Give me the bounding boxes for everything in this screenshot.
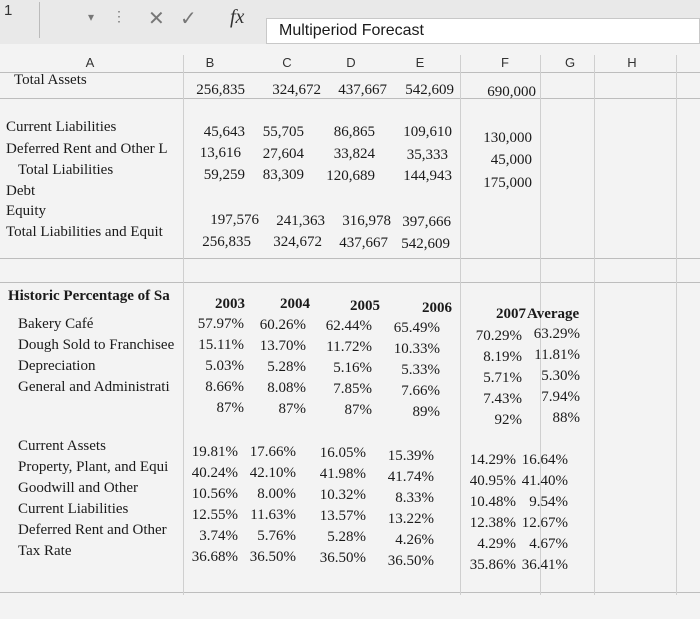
- cell[interactable]: 62.44%: [325, 318, 372, 334]
- cell[interactable]: 5.28%: [327, 529, 366, 545]
- cell[interactable]: 9.54%: [529, 494, 568, 510]
- cell[interactable]: 89%: [412, 404, 440, 420]
- average-header[interactable]: Average: [527, 306, 580, 322]
- cell[interactable]: 8.19%: [483, 349, 522, 365]
- cell[interactable]: 175,000: [483, 175, 532, 191]
- cell[interactable]: 256,835: [196, 82, 245, 98]
- cell[interactable]: 19.81%: [191, 444, 238, 460]
- cell[interactable]: 397,666: [402, 214, 451, 230]
- row-label[interactable]: Current Liabilities: [18, 501, 129, 517]
- cell[interactable]: 41.40%: [521, 473, 568, 489]
- grid-line: [0, 72, 700, 73]
- cell[interactable]: 4.26%: [395, 532, 434, 548]
- row-label-debt[interactable]: Debt: [6, 183, 36, 199]
- dropdown-arrow-icon[interactable]: ▾: [88, 10, 95, 24]
- formula-toolbar: [0, 0, 700, 44]
- column-header-e[interactable]: E: [415, 55, 425, 70]
- row-label-deferred-rent[interactable]: Deferred Rent and Other L: [6, 141, 168, 157]
- cell[interactable]: 36.68%: [191, 549, 238, 565]
- cell[interactable]: 3.74%: [199, 528, 238, 544]
- cell[interactable]: 33,824: [333, 146, 375, 162]
- cell[interactable]: 83,309: [262, 167, 304, 183]
- cell[interactable]: 41.74%: [387, 469, 434, 485]
- cell[interactable]: 437,667: [339, 235, 388, 251]
- cell[interactable]: 65.49%: [393, 320, 440, 336]
- cell[interactable]: 12.55%: [191, 507, 238, 523]
- cell[interactable]: 4.67%: [529, 536, 568, 552]
- cell[interactable]: 86,865: [333, 124, 375, 140]
- grid-line: [0, 592, 700, 593]
- cell[interactable]: 87%: [278, 401, 306, 417]
- cell[interactable]: 241,363: [276, 213, 325, 229]
- fx-icon[interactable]: fx: [230, 6, 245, 28]
- cell[interactable]: 437,667: [338, 82, 387, 98]
- cell[interactable]: 10.32%: [319, 487, 366, 503]
- cell[interactable]: 109,610: [403, 124, 452, 140]
- cell[interactable]: 7.94%: [541, 389, 580, 405]
- cell[interactable]: 36.50%: [387, 553, 434, 569]
- cell[interactable]: 316,978: [342, 213, 391, 229]
- cell[interactable]: 7.43%: [483, 391, 522, 407]
- year-header[interactable]: 2004: [280, 296, 310, 312]
- cell[interactable]: 11.63%: [250, 507, 296, 523]
- grid-line: [460, 55, 461, 595]
- cell[interactable]: 5.30%: [541, 368, 580, 384]
- cell[interactable]: 10.33%: [393, 341, 440, 357]
- cell[interactable]: 120,689: [326, 168, 375, 184]
- cell[interactable]: 11.81%: [534, 347, 580, 363]
- cell[interactable]: 130,000: [483, 130, 532, 146]
- row-label[interactable]: General and Administrati: [18, 379, 170, 395]
- cell[interactable]: 8.08%: [267, 380, 306, 396]
- row-label-total-assets[interactable]: Total Assets: [14, 72, 87, 88]
- formula-input[interactable]: Multiperiod Forecast: [266, 18, 700, 44]
- cell[interactable]: 256,835: [202, 234, 251, 250]
- cell[interactable]: 87%: [344, 402, 372, 418]
- cell[interactable]: 45,000: [490, 152, 532, 168]
- cell[interactable]: 542,609: [405, 82, 454, 98]
- cell[interactable]: 7.66%: [401, 383, 440, 399]
- cell[interactable]: 70.29%: [475, 328, 522, 344]
- year-header[interactable]: 2006: [422, 300, 452, 316]
- column-header-f[interactable]: F: [501, 55, 509, 70]
- year-header[interactable]: 2007: [496, 306, 526, 322]
- cell[interactable]: 8.00%: [257, 486, 296, 502]
- cell[interactable]: 197,576: [210, 212, 259, 228]
- row-label[interactable]: Bakery Café: [18, 316, 94, 332]
- row-label[interactable]: Dough Sold to Franchisee: [18, 337, 175, 353]
- cell[interactable]: 10.56%: [191, 486, 238, 502]
- more-options-icon[interactable]: ⋮: [112, 8, 126, 24]
- cell[interactable]: 59,259: [203, 167, 245, 183]
- cell[interactable]: 92%: [494, 412, 522, 428]
- cell[interactable]: 5.76%: [257, 528, 296, 544]
- confirm-icon[interactable]: ✓: [180, 8, 197, 30]
- grid-line: [676, 55, 677, 595]
- cell[interactable]: 690,000: [487, 84, 536, 100]
- cell[interactable]: 87%: [216, 400, 244, 416]
- cell[interactable]: 17.66%: [249, 444, 296, 460]
- cell[interactable]: 40.24%: [191, 465, 238, 481]
- cell[interactable]: 15.39%: [387, 448, 434, 464]
- column-header-a[interactable]: A: [85, 55, 95, 70]
- cell[interactable]: 5.33%: [401, 362, 440, 378]
- row-label[interactable]: Deferred Rent and Other: [18, 522, 167, 538]
- grid-line: [594, 55, 595, 595]
- cell[interactable]: 35,333: [406, 147, 448, 163]
- cell[interactable]: 88%: [552, 410, 580, 426]
- row-label-equity[interactable]: Equity: [6, 203, 46, 219]
- column-header-h[interactable]: H: [627, 55, 637, 70]
- cell[interactable]: 5.16%: [333, 360, 372, 376]
- row-label[interactable]: Property, Plant, and Equi: [18, 459, 169, 475]
- cell[interactable]: 5.71%: [483, 370, 522, 386]
- cell[interactable]: 27,604: [262, 146, 304, 162]
- year-header[interactable]: 2005: [350, 298, 380, 314]
- cell[interactable]: 41.98%: [319, 466, 366, 482]
- section-title-historic[interactable]: Historic Percentage of Sa: [8, 288, 170, 304]
- cell[interactable]: 5.28%: [267, 359, 306, 375]
- cell[interactable]: 57.97%: [197, 316, 244, 332]
- cell[interactable]: 12.67%: [521, 515, 568, 531]
- cell[interactable]: 16.05%: [319, 445, 366, 461]
- cell[interactable]: 10.48%: [469, 494, 516, 510]
- year-header[interactable]: 2003: [215, 296, 245, 312]
- cell[interactable]: 55,705: [262, 124, 304, 140]
- cell[interactable]: 63.29%: [533, 326, 580, 342]
- cell[interactable]: 542,609: [401, 236, 450, 252]
- cell[interactable]: 36.41%: [521, 557, 568, 573]
- cell[interactable]: 42.10%: [249, 465, 296, 481]
- cell[interactable]: 324,672: [273, 234, 322, 250]
- cell[interactable]: 35.86%: [469, 557, 516, 573]
- cell[interactable]: 12.38%: [469, 515, 516, 531]
- cell[interactable]: 45,643: [203, 124, 245, 140]
- row-label[interactable]: Depreciation: [18, 358, 96, 374]
- cell[interactable]: 11.72%: [326, 339, 372, 355]
- cell[interactable]: 8.33%: [395, 490, 434, 506]
- cell[interactable]: 16.64%: [521, 452, 568, 468]
- column-header-c[interactable]: C: [282, 55, 292, 70]
- grid-line: [0, 282, 700, 283]
- cell[interactable]: 13.57%: [319, 508, 366, 524]
- cell[interactable]: 13,616: [199, 145, 241, 161]
- cell[interactable]: 324,672: [272, 82, 321, 98]
- cell[interactable]: 13.70%: [259, 338, 306, 354]
- row-label-total-le[interactable]: Total Liabilities and Equit: [6, 224, 163, 240]
- cell[interactable]: 4.29%: [477, 536, 516, 552]
- cell[interactable]: 36.50%: [319, 550, 366, 566]
- grid-line: [0, 258, 700, 259]
- cell[interactable]: 7.85%: [333, 381, 372, 397]
- cell[interactable]: 8.66%: [205, 379, 244, 395]
- grid-line: [540, 55, 541, 595]
- row-label[interactable]: Current Assets: [18, 438, 106, 454]
- row-label[interactable]: Tax Rate: [18, 543, 72, 559]
- cell[interactable]: 36.50%: [249, 549, 296, 565]
- column-header-g[interactable]: G: [564, 55, 576, 70]
- row-label[interactable]: Goodwill and Other: [18, 480, 138, 496]
- cell[interactable]: 144,943: [403, 168, 452, 184]
- row-label-total-liabilities[interactable]: Total Liabilities: [18, 162, 114, 178]
- cell[interactable]: 15.11%: [198, 337, 244, 353]
- cell[interactable]: 14.29%: [469, 452, 516, 468]
- cell[interactable]: 40.95%: [469, 473, 516, 489]
- column-header-b[interactable]: B: [205, 55, 215, 70]
- cell[interactable]: 13.22%: [387, 511, 434, 527]
- cancel-icon[interactable]: ✕: [148, 8, 165, 30]
- cell[interactable]: 60.26%: [259, 317, 306, 333]
- row-number: 1: [0, 2, 40, 38]
- column-header-d[interactable]: D: [346, 55, 356, 70]
- row-label-current-liabilities[interactable]: Current Liabilities: [6, 119, 117, 135]
- cell[interactable]: 5.03%: [205, 358, 244, 374]
